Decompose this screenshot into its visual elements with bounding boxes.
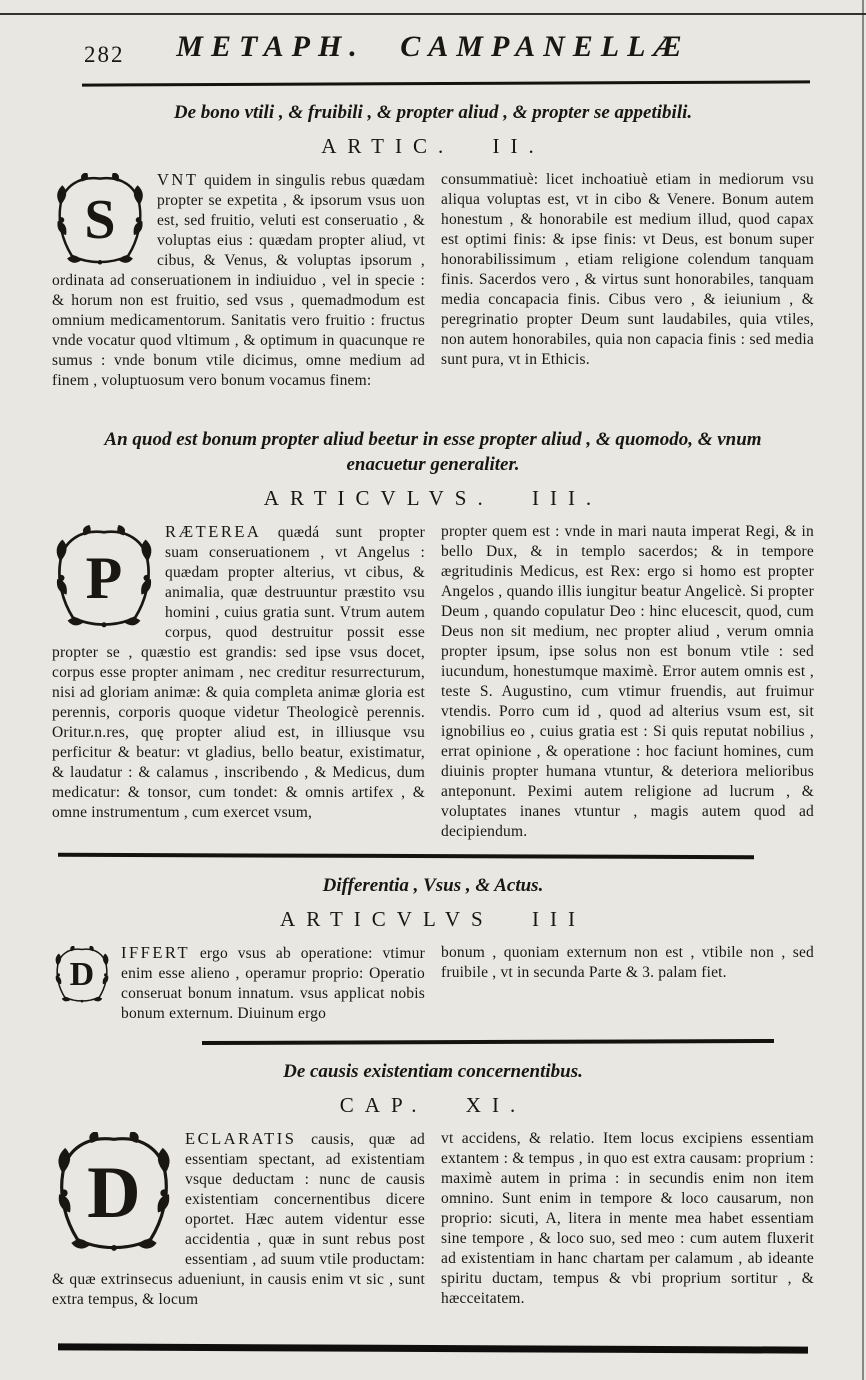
latin-text-column-right [441,522,814,842]
body-text: consummatiuè: licet inchoatiuè etiam in mediorum vsu aliqua voluptas est, vt in cibo & Venere. Bonum autem honestum , & honorabile est medium illud, quod capax est optimi finis: & ipse finis: vt Deus, est bonum super honorabilissimum , etiam religione colendum tanquam finis. Sacerdos vero , & virtus sunt honorabiles, tanquam media concapacia finis. Cibus vero , & ieiunium , & peregrinatio propter Deum sunt laudabiles, quia vtiles, non autem honorabiles, quia non capacia finis : sed media sunt pura, vt in Ethicis. [441,171,814,368]
decorated-initial [52,173,148,267]
article-word: ARTICVLVS. [263,486,494,510]
body-text: quædá sunt propter suam conseruationem , vt Angelus : quædam propter alterius, vt cibus, & animalia, quæ destruuntur præstito vsu homini , cuius gratia sunt. Vtrum autem corpus, quod destruitur possit esse propter se , quæstio est grandis: sed ipse vsus docet, corpus esse propter animam , nec creditur resurrecturum, nisi ad gloriam animæ: & quia completa animæ gloria est perennis, corporis quoque videtur Theologicè perennis. Oritur.n.res, quę propter aliud est, in illiusque vsu perficitur & beatur: vt gladius, bello beatur, existimatur, & laudatur : & calamus , inscribendo , & Medicus, dum medicatur: & tonsor, cum tondet: & omnis artifex , & omne instrumentum , cum exercet vsum, [52,524,425,821]
section-4-heading: De causis existentiam concernentibus. [283,1061,583,1082]
drop-cap-letter: D [87,1152,141,1234]
article-word: CAP. [339,1093,428,1117]
section-1-columns [52,170,814,391]
body-text: bonum , quoniam externum non est , vtibile non , sed fruibile , vt in secunda Parte & 3. palam fiet. [441,944,814,981]
lead-word: IFFERT [121,943,191,962]
body-text: propter quem est : vnde in mari nauta imperat Regi, & in bello Dux, & in templo sacerdos; & in tempore ægritudinis Medicus, est Rex: ergo si homo est propter Angelos , quando illis iungitur beatur Angelicè. Si propter Deum , quando copulatur Deo : hinc elucescit, quod, cum Deus non sit medium, nec propter aliud , verum omnia propter ipsum, ipse solus non est bonum vtile : sed iucundum, honestumque maximè. Error autem omnis est , teste S. Augustino, cum vtimur fruendis, aut fruimur vtendis. Porro cum id , quod ad alterius vsum est, sit ignobilius eo , cuius gratia est : Si quis reputat nobilius , errat opinione , & operatione : hoc faciunt homines, cum diuinis propter humana vtuntur, & deteriora melioribus anteponunt. Peximi autem religione ad lucrum , & voluptates inanes vtuntur , magis autem quod ad decipiendum. [441,523,814,840]
decorated-initial [52,525,156,631]
latin-text-column-left [52,1129,425,1310]
drop-cap-letter: P [85,545,123,611]
section-3-heading: Differentia , Vsus , & Actus. [322,875,544,896]
latin-text-column-right [441,943,814,1024]
section-3-article [52,907,814,932]
section-2-heading: An quod est bonum propter aliud beetur in esse propter aliud , & quomodo, & vnum enacuetur generaliter. [104,429,762,475]
body-text: causis, quæ ad essentiam spectant, ad existentiam vsque deductam : nunc de causis existentiam concernentibus dicere oportet. Hæc autem videntur esse accidentia , quæ in sunt rebus post essentiam , ad suum vtile productam: & quæ extrinsecus adueniunt, in causis enim vt sic , sunt extra tempus, & locum [52,1131,425,1308]
page-header [52,30,814,74]
lead-word: RÆTEREA [165,522,262,541]
article-word: ARTIC. [321,134,455,158]
drop-cap-letter: S [84,189,116,251]
body-text: ergo vsus ab operatione: vtimur enim esse alieno , operamur proprio: Operatio conseruat bonum innatum. vsus applicat nobis bonum externum. Diuinum ergo [121,945,425,1022]
lead-word: ECLARATIS [185,1129,297,1148]
section-4-columns [52,1129,814,1310]
section-divider-rule [202,1039,774,1045]
decorated-initial [52,946,112,1004]
latin-text-column-right [441,1129,814,1310]
page-number: 282 [84,42,125,67]
latin-text-column-right [441,170,814,391]
latin-text-column-left [52,170,425,391]
section-3-columns [52,943,814,1024]
decorated-initial [52,1132,176,1254]
section-1-article [52,134,814,159]
section-2-columns [52,522,814,842]
running-title: METAPH. CAMPANELLÆ [176,30,690,63]
section-divider-rule [58,853,754,859]
section-4-article [52,1093,814,1118]
article-numeral: III [531,907,586,931]
article-numeral: III. [531,486,603,510]
section-1-heading: De bono vtili , & fruibili , & propter aliud , & propter se appetibili. [173,102,693,123]
article-word: ARTICVLVS [280,907,494,931]
latin-text-column-left [52,522,425,842]
body-text: vt accidens, & relatio. Item locus excipiens essentiam extantem : & tempus , in quo est extra causam: proprium : maximè autem in prima : in secundis enim non item omnino. Sunt enim in tempore & loco causarum, non proprio: sicuti, A, litera in mente mea habet essentiam sine tempore , & loco suo, sed meo : cum autem fluxerit ad existentiam in hanc chartam per calamum , ab ideante spiritu ductam, tempus & vbi proprium sortitur , & hæcceitatem. [441,1130,814,1307]
header-rule [82,80,810,86]
article-numeral: XI. [465,1093,527,1117]
lead-word: VNT [157,170,199,189]
drop-cap-letter: D [69,956,95,993]
section-2-article [52,486,814,511]
article-numeral: II. [492,134,545,158]
body-text: quidem in singulis rebus quædam propter se expetita , & ipsorum vsus uon est, sed fruitio, veluti est conseruatio , & voluptas eius : quædam propter aliud, vt cibus, & Venus, & voluptas ipsorum , ordinata ad conseruationem in indiuiduo , vel in specie : & horum non est fruitio, sed vsus , quemadmodum est omnium medicamentorum. Sanitatis vero fruitio : fructus vnde vocatur quod vltimum , & optimum in quacunque re sumus : vnde bonum vtile dicimus, omne medium ad finem , voluptuosum vero bonum vocamus finem: [52,172,425,389]
latin-text-column-left [52,943,425,1024]
